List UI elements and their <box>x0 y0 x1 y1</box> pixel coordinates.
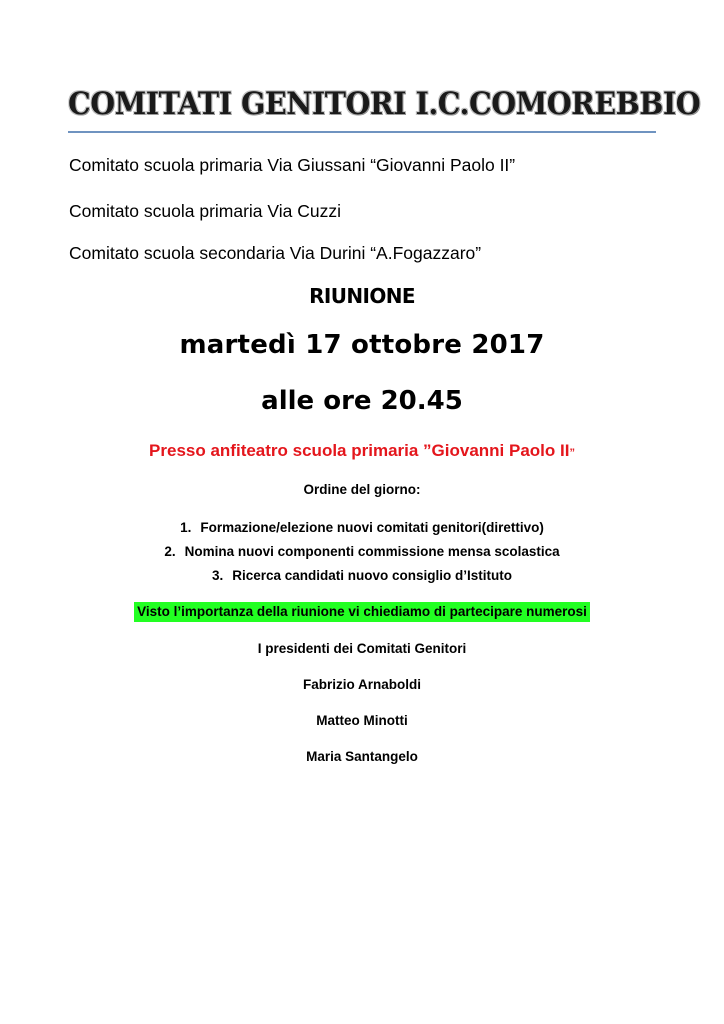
title-underline-rule <box>68 131 656 133</box>
agenda-item-text: Nomina nuovi componenti commissione mensa scolastica <box>184 544 560 559</box>
agenda-item-number: 2. <box>164 544 176 559</box>
meeting-location-quote: ” <box>569 447 575 459</box>
agenda-item-number: 3. <box>211 568 224 583</box>
signature-name-2: Matteo Minotti <box>316 713 408 728</box>
signature-name-3: Maria Santangelo <box>306 749 418 764</box>
agenda-item-text: Ricerca candidati nuovo consiglio d’Istituto <box>232 568 513 583</box>
committee-line-3: Comitato scuola secondaria Via Durini “A.Fogazzaro” <box>69 243 482 263</box>
document-title: COMITATI GENITORI I.C.COMOREBBIO <box>68 86 701 122</box>
meeting-heading: RIUNIONE <box>309 284 415 308</box>
committee-line-2: Comitato scuola primaria Via Cuzzi <box>69 201 342 221</box>
agenda-item-3 <box>0 568 724 583</box>
signature-name-1: Fabrizio Arnaboldi <box>303 677 421 692</box>
agenda-item-2 <box>0 544 724 559</box>
notice-row <box>0 602 724 622</box>
agenda-title: Ordine del giorno: <box>303 482 421 497</box>
meeting-time: alle ore 20.45 <box>261 386 463 416</box>
committee-line-1: Comitato scuola primaria Via Giussani “Giovanni Paolo II” <box>69 155 516 175</box>
agenda-item-text: Formazione/elezione nuovi comitati genitori(direttivo) <box>200 520 544 535</box>
agenda-item-number: 1. <box>180 520 192 535</box>
meeting-location-text: Presso anfiteatro scuola primaria ”Giovanni Paolo II <box>149 441 570 460</box>
meeting-date: martedì 17 ottobre 2017 <box>179 330 545 360</box>
agenda-item-1 <box>0 520 724 535</box>
signatures-heading: I presidenti dei Comitati Genitori <box>257 641 467 656</box>
highlighted-notice: Visto l’importanza della riunione vi chiediamo di partecipare numerosi <box>134 602 590 622</box>
meeting-location <box>0 441 724 461</box>
